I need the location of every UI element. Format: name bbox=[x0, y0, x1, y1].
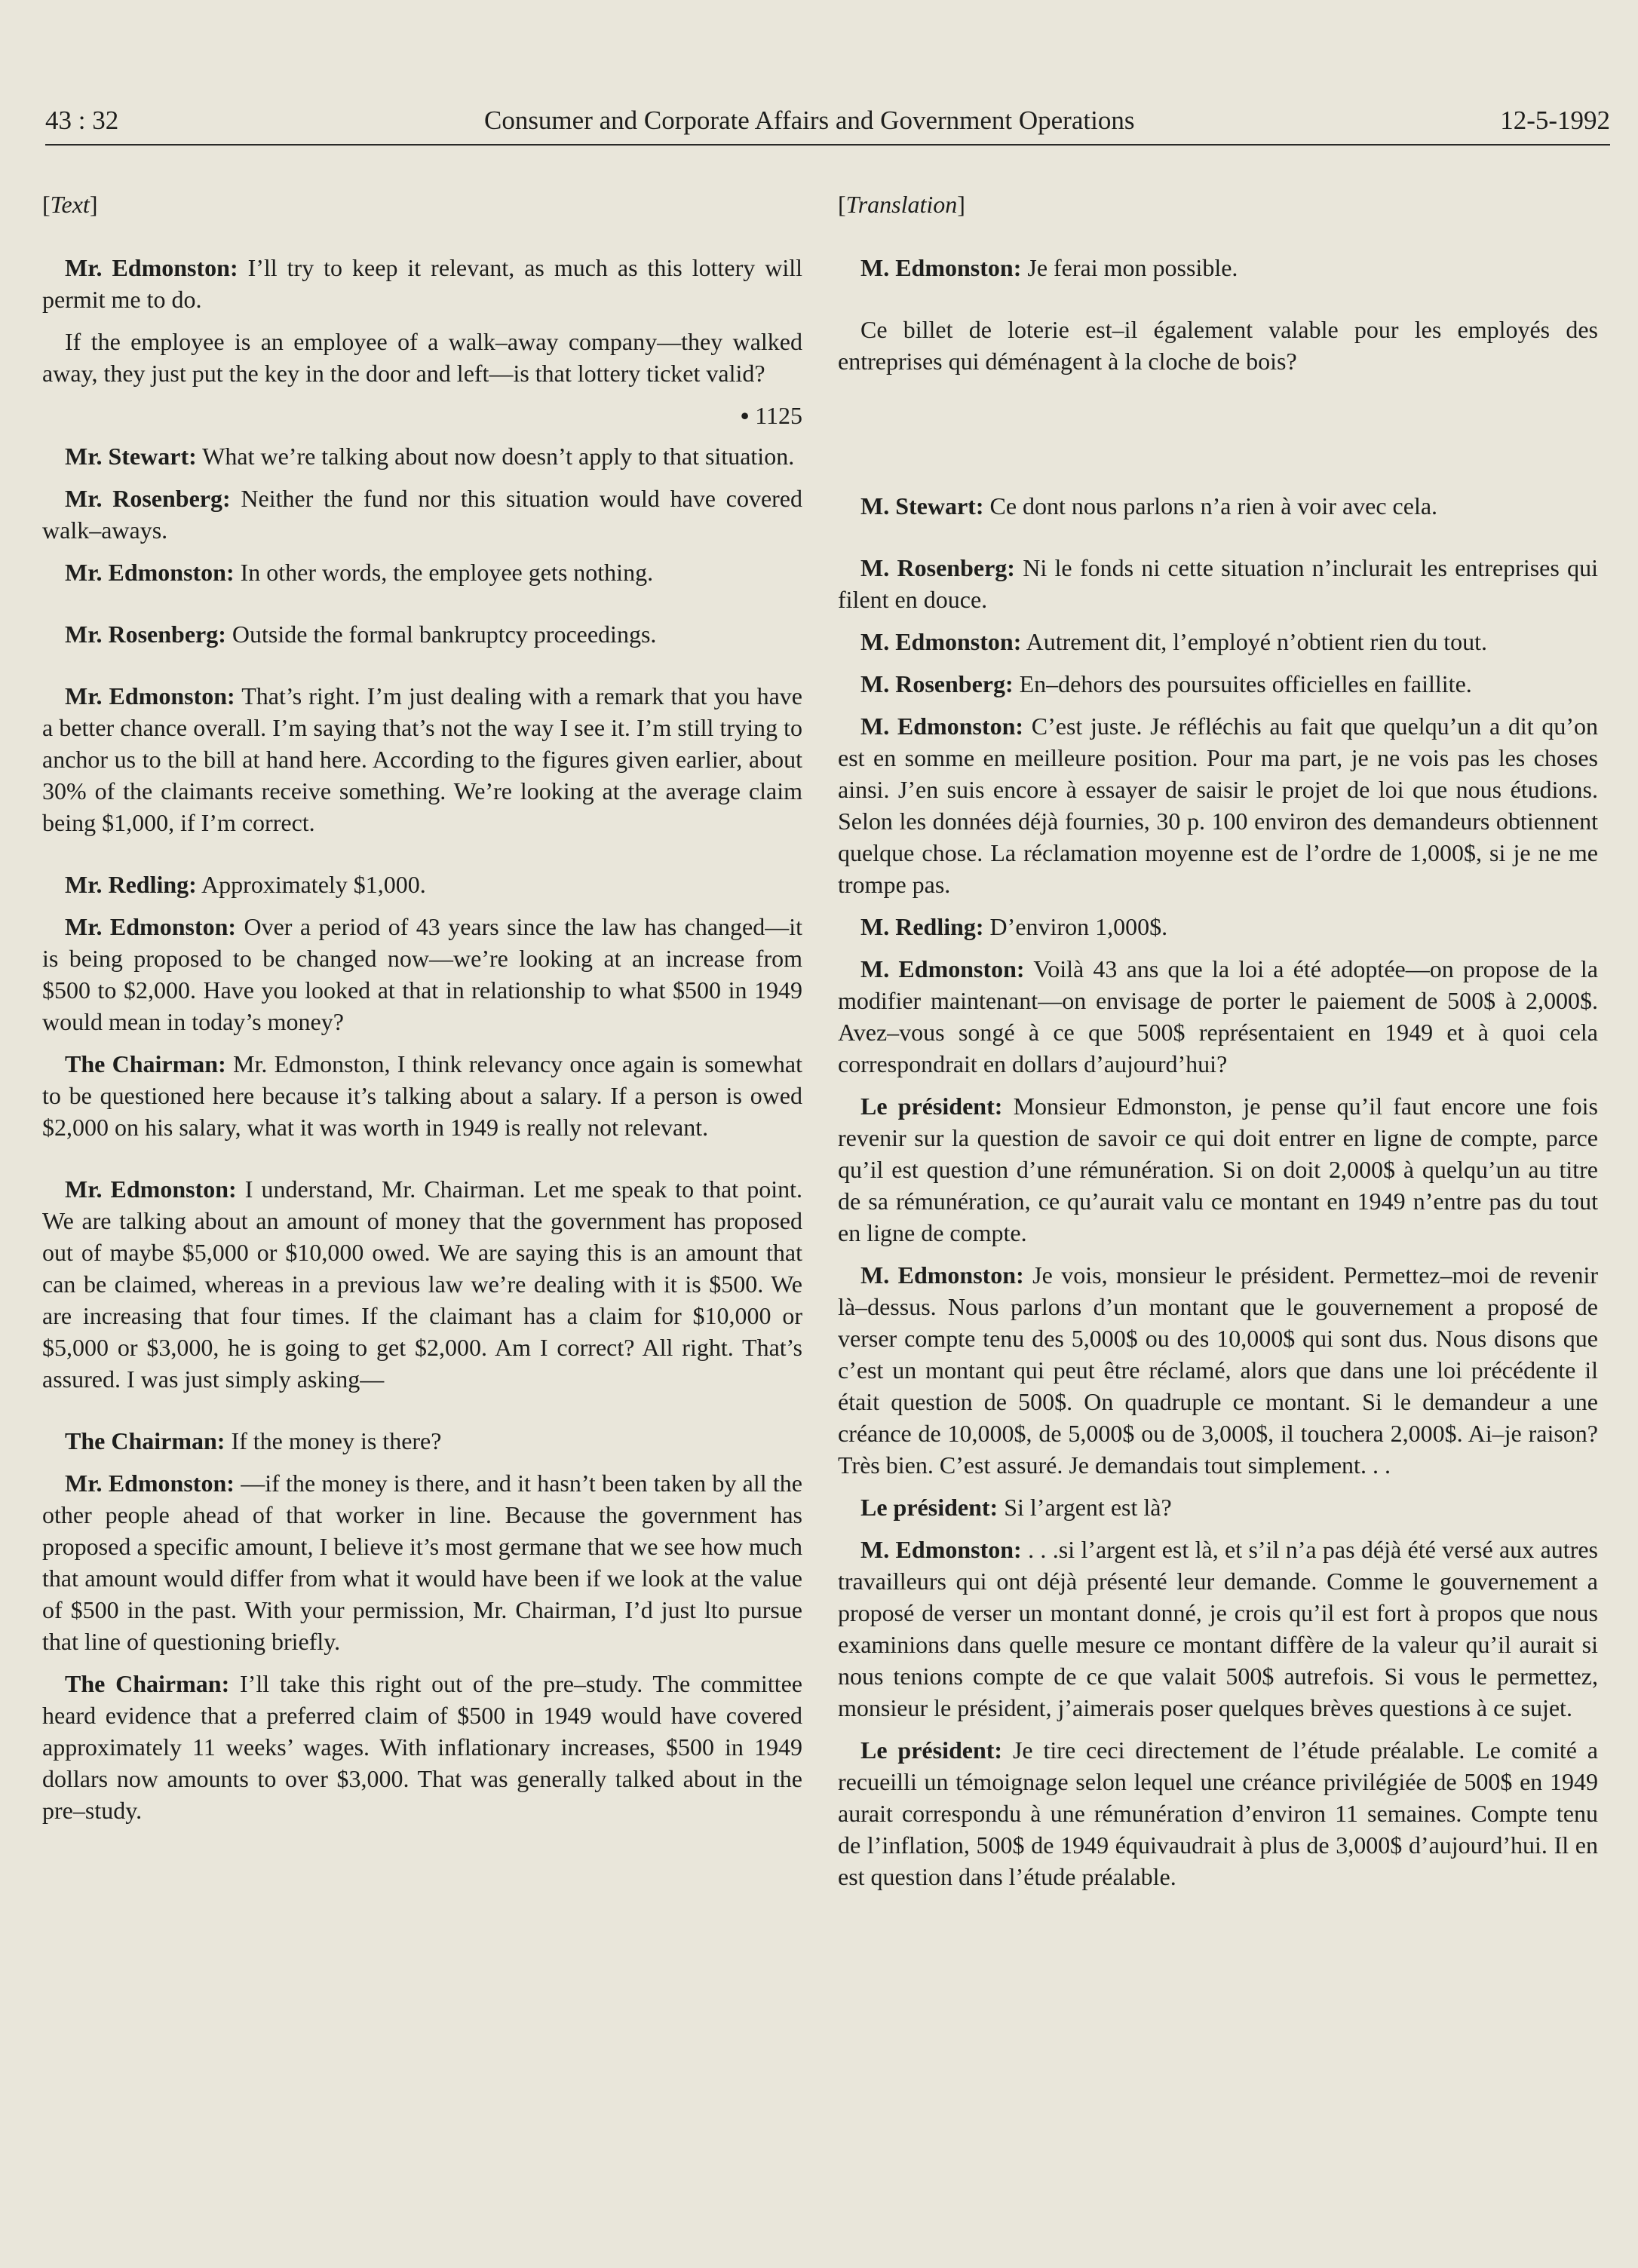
speaker-name: Le président: bbox=[860, 1093, 1003, 1120]
transcript-paragraph bbox=[838, 1259, 1598, 1481]
speaker-name: M. Rosenberg: bbox=[860, 554, 1015, 581]
transcript-paragraph bbox=[838, 1090, 1598, 1249]
speaker-name: Mr. Rosenberg: bbox=[65, 485, 231, 512]
french-column bbox=[838, 188, 1598, 1903]
transcript-paragraph bbox=[838, 1491, 1598, 1523]
speech-text: Approximately $1,000. bbox=[196, 871, 426, 898]
speaker-name: Mr. Stewart: bbox=[65, 443, 197, 470]
speech-text: If the money is there? bbox=[225, 1427, 442, 1454]
speech-text: Ce billet de loterie est–il également valable pour les employés des entreprises qui déménagent à la cloche de bois? bbox=[838, 316, 1598, 375]
speech-text: Je ferai mon possible. bbox=[1021, 254, 1238, 281]
transcript-paragraph bbox=[838, 552, 1598, 615]
transcript-paragraph bbox=[838, 953, 1598, 1080]
speaker-name: M. Stewart: bbox=[860, 492, 984, 519]
speaker-name: Le président: bbox=[860, 1736, 1003, 1764]
speech-text: I understand, Mr. Chairman. Let me speak to that point. We are talking about an amount of money that the government has proposed out of maybe $5,000 or $10,000 owed. We are saying this is an amount that can be claimed, whereas in a previous law we’re dealing with it is $500. We are increasing that four times. If the claimant has a claim for $10,000 or $5,000 or $3,000, he is going to get $2,000. Am I correct? All right. That’s assured. I was just simply asking— bbox=[42, 1175, 803, 1393]
speech-text: —if the money is there, and it hasn’t been taken by all the other people ahead of that worker in line. Because the government has proposed a specific amount, I believe it’s most germane that we see how much that amount would differ from what it would have been if we look at the value of $500 in the past. With your permission, Mr. Chairman, I’d just lto pursue that line of questioning briefly. bbox=[42, 1470, 803, 1655]
transcript-paragraph bbox=[42, 869, 802, 900]
speaker-name: Mr. Edmonston: bbox=[65, 913, 237, 940]
transcript-paragraph bbox=[42, 483, 802, 546]
transcript-paragraph bbox=[42, 1048, 802, 1143]
speaker-name: Mr. Rosenberg: bbox=[65, 621, 226, 648]
speech-text: En–dehors des poursuites officielles en faillite. bbox=[1013, 670, 1472, 697]
speech-text: Neither the fund nor this situation would have covered walk–aways. bbox=[42, 485, 803, 544]
speaker-name: The Chairman: bbox=[65, 1050, 226, 1077]
speaker-name: M. Rosenberg: bbox=[860, 670, 1014, 697]
speaker-name: The Chairman: bbox=[65, 1670, 230, 1697]
speech-text: Mr. Edmonston, I think relevancy once again is somewhat to be questioned here because it’s talking about a salary. If a person is owed $2,000 on his salary, what it was worth in 1949 is really not relevant. bbox=[42, 1050, 803, 1141]
speech-text: Outside the formal bankruptcy proceedings. bbox=[225, 621, 657, 648]
transcript-paragraph bbox=[42, 618, 802, 650]
speaker-name: M. Redling: bbox=[860, 913, 984, 940]
speech-text: D’environ 1,000$. bbox=[983, 913, 1168, 940]
header-rule bbox=[45, 144, 1610, 146]
text-label: [Text] bbox=[42, 191, 98, 218]
transcript-paragraph bbox=[42, 1425, 802, 1457]
speech-text: Je vois, monsieur le président. Permettez–moi de revenir là–dessus. Nous parlons d’un montant que le gouvernement a proposé de verser compte tenu des 5,000$ ou des 10,000$ qui sont dus. Nous disons que c’est un montant qui peut être réclamé, alors que dans une loi précédente il était question de 500$. On quadruple ce montant. Si le demandeur a une créance de 10,000$, de 5,000$ ou de 3,000$, il touchera 2,000$. Ai–je raison? Très bien. C’est assuré. Je demandais tout simplement. . . bbox=[838, 1261, 1599, 1479]
speaker-name: Mr. Edmonston: bbox=[65, 1175, 237, 1203]
speaker-name: The Chairman: bbox=[65, 1427, 225, 1454]
transcript-paragraph bbox=[42, 680, 802, 838]
transcript-paragraph bbox=[838, 252, 1598, 284]
publication-title: Consumer and Corporate Affairs and Government Operations bbox=[483, 106, 1135, 135]
speech-text: Je tire ceci directement de l’étude préalable. Le comité a recueilli un témoignage selon lequel une créance privilégiée de 500$ en 1949 aurait correspondu à une rémunération d’environ 11 semaines. Compte tenu de l’inflation, 500$ de 1949 équivaudrait à plus de 3,000$ d’aujourd’hui. Il en est question dans l’étude préalable. bbox=[838, 1736, 1599, 1890]
speech-text: Voilà 43 ans que la loi a été adoptée—on propose de la modifier maintenant—on envisage de porter le paiement de 500$ à 2,000$. Avez–vous songé à ce que 500$ représentaient en 1949 et à quoi cela correspondrait en dollars d’aujourd’hui? bbox=[838, 955, 1599, 1077]
speaker-name: Mr. Redling: bbox=[65, 871, 197, 898]
speech-text: C’est juste. Je réfléchis au fait que quelqu’un a dit qu’on est en somme en meilleure position. Pour ma part, je ne vois pas les choses ainsi. J’en suis encore à essayer de saisir le projet de loi que nous étudions. Selon les données déjà fournies, 30 p. 100 environ des demandeurs obtiennent quelque chose. La réclamation moyenne est de l’ordre de 1,000$, si je ne me trompe pas. bbox=[838, 713, 1599, 898]
page-number: 43 : 32 bbox=[45, 106, 119, 135]
sitting-date: 12-5-1992 bbox=[1500, 106, 1610, 135]
transcript-paragraph bbox=[838, 626, 1598, 657]
transcript-paragraph bbox=[838, 1534, 1598, 1724]
transcript-paragraph bbox=[42, 911, 802, 1037]
speech-text: Autrement dit, l’employé n’obtient rien du tout. bbox=[1021, 628, 1488, 655]
transcript-paragraph bbox=[42, 1467, 802, 1657]
speaker-name: M. Edmonston: bbox=[860, 628, 1022, 655]
speaker-name: Mr. Edmonston: bbox=[65, 559, 235, 586]
running-header bbox=[45, 106, 1610, 136]
time-marker: • 1125 bbox=[740, 402, 802, 429]
transcript-paragraph bbox=[42, 1668, 802, 1826]
speaker-name: M. Edmonston: bbox=[860, 254, 1022, 281]
speaker-name: M. Edmonston: bbox=[860, 1536, 1022, 1563]
speaker-name: M. Edmonston: bbox=[860, 1261, 1024, 1289]
speaker-name: Mr. Edmonston: bbox=[65, 254, 238, 281]
transcript-paragraph bbox=[42, 1173, 802, 1395]
english-column bbox=[42, 188, 802, 1837]
transcript-paragraph bbox=[42, 440, 802, 472]
bullet-icon: • bbox=[740, 402, 750, 429]
speech-text: Ce dont nous parlons n’a rien à voir avec cela. bbox=[983, 492, 1438, 519]
transcript-paragraph bbox=[42, 556, 802, 588]
speech-text: Si l’argent est là? bbox=[998, 1494, 1172, 1521]
transcript-paragraph bbox=[42, 252, 802, 315]
speaker-name: M. Edmonston: bbox=[860, 955, 1025, 982]
speech-text: What we’re talking about now doesn’t apply to that situation. bbox=[196, 443, 795, 470]
transcript-paragraph bbox=[838, 911, 1598, 942]
speaker-name: Mr. Edmonston: bbox=[65, 682, 235, 710]
transcript-paragraph bbox=[42, 326, 802, 389]
transcript-paragraph bbox=[838, 314, 1598, 377]
speech-text: If the employee is an employee of a walk–away company—they walked away, they just put the key in the door and left—is that lottery ticket valid? bbox=[42, 328, 802, 387]
speaker-name: Le président: bbox=[860, 1494, 998, 1521]
speech-text: . . .si l’argent est là, et s’il n’a pas déjà été versé aux autres travailleurs qui ont déjà présenté leur demande. Comme le gouvernement a proposé de verser un montant donné, je crois qu’il est fort à propos que nous examinions dans quelle mesure ce montant diffère de la valeur qu’il aurait si nous tenions compte de ce que valait 500$ autrefois. Si vous le permettez, monsieur le président, j’aimerais poser quelques brèves questions à ce sujet. bbox=[838, 1536, 1599, 1721]
transcript-paragraph bbox=[838, 668, 1598, 700]
speaker-name: Mr. Edmonston: bbox=[65, 1470, 235, 1497]
speech-text: I’ll take this right out of the pre–study. The committee heard evidence that a preferred claim of $500 in 1949 would have covered approximately 11 weeks’ wages. With inflationary increases, $500 in 1949 dollars now amounts to over $3,000. That was generally talked about in the pre–study. bbox=[42, 1670, 803, 1824]
speech-text: That’s right. I’m just dealing with a remark that you have a better chance overall. I’m saying that’s not the way I see it. I’m still trying to anchor us to the bill at hand here. According to the figures given earlier, about 30% of the claimants receive something. We’re looking at the average claim being $1,000, if I’m correct. bbox=[42, 682, 803, 836]
speech-text: I’ll try to keep it relevant, as much as this lottery will permit me to do. bbox=[42, 254, 803, 313]
speech-text: Monsieur Edmonston, je pense qu’il faut encore une fois revenir sur la question de savoir ce qui doit entrer en ligne de compte, parce qu’il est question d’une rémunération. Si on doit 2,000$ à quelqu’un au titre de sa rémunération, ce qu’aurait valu ce montant en 1949 n’entre pas du tout en ligne de compte. bbox=[838, 1093, 1599, 1246]
speaker-name: M. Edmonston: bbox=[860, 713, 1024, 740]
transcript-paragraph bbox=[838, 710, 1598, 900]
speech-text: In other words, the employee gets nothing. bbox=[234, 559, 654, 586]
speech-text: Ni le fonds ni cette situation n’inclurait les entreprises qui filent en douce. bbox=[838, 554, 1599, 613]
transcript-paragraph bbox=[838, 1734, 1598, 1893]
translation-label: [Translation] bbox=[838, 191, 965, 218]
speech-text: Over a period of 43 years since the law has changed—it is being proposed to be changed now—we’re looking at an increase from $500 to $2,000. Have you looked at that in relationship to what $500 in 1949 would mean in today’s money? bbox=[42, 913, 803, 1035]
transcript-paragraph bbox=[838, 490, 1598, 522]
